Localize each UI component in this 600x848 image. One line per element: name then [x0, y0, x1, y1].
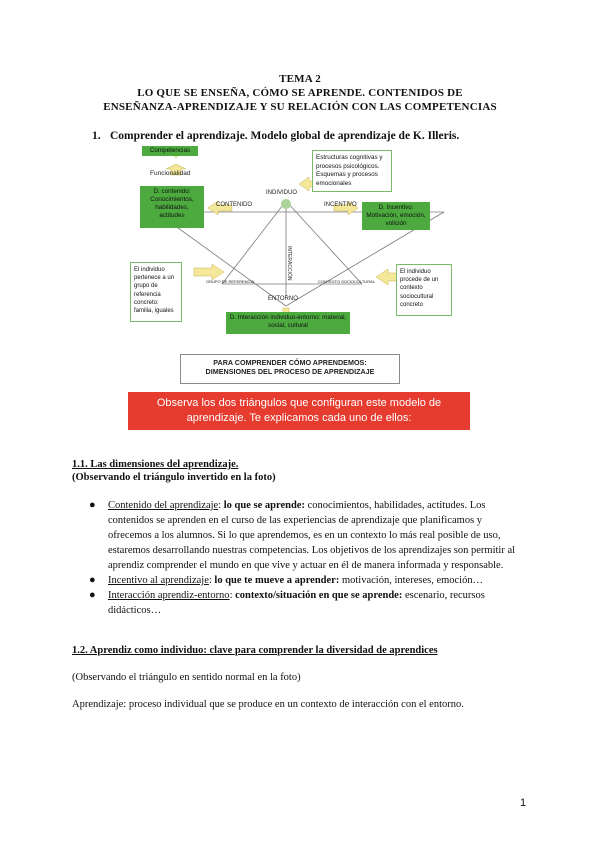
bullet-text: escenario, recursos didácticos…	[108, 590, 485, 616]
title-line-1: LO QUE SE ENSEÑA, CÓMO SE APRENDE. CONTENIDOS DE	[137, 87, 463, 99]
illeris-diagram	[126, 146, 474, 388]
competencias-box: Competencias	[142, 146, 198, 156]
section12-paragraph-1: (Observando el triángulo en sentido normal en la foto)	[72, 672, 301, 683]
callout-text: Observa los dos triángulos que configuran este modelo de aprendizaje. Te explicamos cada uno de ellos:	[156, 397, 442, 424]
section12-paragraph-2: Aprendizaje: proceso individual que se produce en un contexto de interacción con el entorno.	[72, 699, 464, 710]
caption-line-2: DIMENSIONES DEL PROCESO DE APRENDIZAJE	[205, 367, 375, 376]
section1-heading: Comprender el aprendizaje. Modelo global de aprendizaje de K. Illeris.	[110, 130, 460, 142]
bullet-sep: :	[208, 575, 215, 586]
contexto-box: El individuo procede de un contexto sociocultural concreto	[396, 264, 452, 316]
entorno-label: ENTORNO	[268, 296, 298, 302]
bullet-bold: lo que se aprende:	[223, 500, 305, 511]
contexto-label: CONTEXTO SOCIOCULTURAL	[318, 279, 375, 284]
caption-line-1: PARA COMPRENDER CÓMO APRENDEMOS:	[213, 358, 367, 367]
bullet-term: Interacción aprendiz-entorno	[108, 590, 230, 601]
individuo-grupo-box: El individuo pertenece a un grupo de referencia concreto: familia, iguales	[130, 262, 182, 322]
bullet-term: Incentivo al aprendizaje	[108, 575, 209, 586]
bullet-text: conocimientos, habilidades, actitudes. Los contenidos se aprenden en el curso de las experiencias de aprendizaje que planificamos y ofrecemos a los alumnos. Si lo que aprendemos, es en un contexto lo más real posible de uso, estaremos desarrollando nuestras competencias. Los objetivos de los aprendizajes son permitir al aprendiz comprender el mundo en que vive y actuar en él de manera informada y responsable.	[108, 500, 516, 571]
bullet-bold: lo que te mueve a aprender:	[214, 575, 340, 586]
diagram-caption	[180, 354, 400, 384]
bullet-item-incentivo: ● Incentivo al aprendizaje: lo que te mueve a aprender: motivación, intereses, emoción…	[89, 574, 484, 586]
incentivo-box: D. Incentivo: Motivación, emoción, volición	[362, 202, 430, 230]
section11-heading: 1.1. Las dimensiones del aprendizaje.	[72, 459, 239, 470]
center-node-icon	[281, 199, 291, 209]
bullet-text: motivación, intereses, emoción…	[339, 575, 484, 586]
callout-banner	[128, 392, 470, 430]
bullet-bold: contexto/situación en que se aprende:	[235, 590, 403, 601]
bullet-item-interaccion: ● Interacción aprendiz-entorno: contexto/situación en que se aprende: escenario, recursos didácticos…	[89, 589, 485, 616]
contenido-label: CONTENIDO	[216, 202, 252, 208]
funcionalidad-label: Funcionalidad	[150, 170, 191, 177]
section11-subheading: (Observando el triángulo invertido en la foto)	[72, 472, 276, 483]
section12-heading: 1.2. Aprendiz como individuo: clave para comprender la diversidad de aprendices	[72, 645, 438, 656]
bullet-term: Contenido del aprendizaje	[108, 500, 219, 511]
bullet-sep: :	[229, 590, 236, 601]
normal-triangle-left	[222, 201, 286, 284]
right-arrow-grupo-icon	[194, 264, 224, 280]
title-line-2: ENSEÑANZA-APRENDIZAJE Y SU RELACIÓN CON LAS COMPETENCIAS	[103, 101, 497, 113]
estructuras-box: Estructuras cognitivas y procesos psicológicos. Esquemas y procesos emocionales	[312, 150, 392, 192]
contenido-box: D. contenido: Conocimientos, habilidades, actitudes	[140, 186, 204, 228]
bullet-item-contenido: ● Contenido del aprendizaje: lo que se aprende: conocimientos, habilidades, actitudes. Los contenidos se aprenden en el curso de las experiencias de aprendizaje que planificamos y ofrecemos a los alumnos. Si lo que aprendemos, es en un contexto lo más real posible de uso, estaremos desarrollando nuestras competencias. Los objetivos de los aprendizajes son permitir al aprendiz comprender el mundo en que vive y actuar en él de manera informada y responsable.	[89, 499, 516, 571]
individuo-label: INDIVIDUO	[266, 190, 298, 196]
interaccion-vertical-label: INTERACCIÓN	[286, 246, 292, 281]
page-number: 1	[520, 797, 527, 809]
tema-label: TEMA 2	[279, 73, 321, 85]
bullet-sep: :	[218, 500, 224, 511]
grupo-label: GRUPO DE REFERENCIA	[206, 279, 255, 284]
interaccion-box: D. Interacción individuo-entorno: material, social, cultural	[226, 312, 350, 334]
incentivo-label: INCENTIVO	[324, 202, 357, 208]
section11-bullet-list	[89, 498, 528, 618]
section1-number: 1.	[92, 130, 101, 142]
